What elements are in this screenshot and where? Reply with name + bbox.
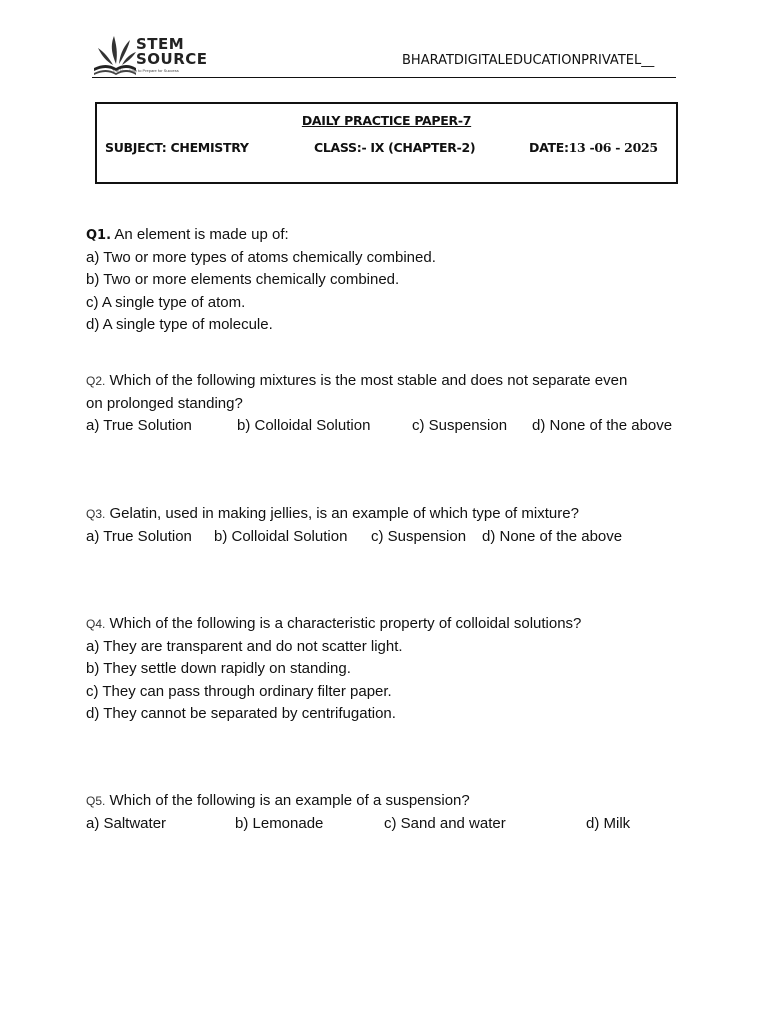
question-number: Q4.	[86, 617, 106, 631]
question-text: Gelatin, used in making jellies, is an example of which type of mixture?	[105, 505, 579, 522]
question-1	[86, 224, 436, 337]
question-text: Which of the following is an example of a suspension?	[105, 792, 470, 809]
options-row	[86, 415, 673, 438]
question-stem	[86, 370, 627, 393]
question-stem	[86, 224, 436, 247]
header-divider	[92, 77, 676, 78]
option: c) A single type of atom.	[86, 293, 246, 311]
question-number: Q1.	[86, 228, 112, 243]
option: c) They can pass through ordinary filter paper.	[86, 682, 392, 700]
option: c) Suspension	[412, 417, 508, 435]
options-row	[86, 526, 623, 549]
logo-text-source: SOURCE	[136, 50, 208, 68]
options-row	[86, 813, 631, 836]
option: a) They are transparent and do not scatter light.	[86, 637, 403, 655]
question-number: Q3.	[86, 507, 106, 521]
option: b) They settle down rapidly on standing.	[86, 660, 351, 678]
option: b) Colloidal Solution	[237, 417, 371, 435]
question-text: Which of the following is a characteristic property of colloidal solutions?	[105, 615, 582, 632]
option: d) They cannot be separated by centrifugation.	[86, 705, 396, 723]
subject-label: SUBJECT: CHEMISTRY	[105, 140, 249, 155]
option: d) None of the above	[482, 527, 623, 545]
option: d) Milk	[586, 814, 631, 832]
question-5	[86, 790, 631, 835]
date-prefix: DATE:	[529, 140, 569, 155]
question-stem	[86, 613, 581, 636]
question-text: An element is made up of:	[111, 226, 289, 243]
stem-source-logo	[92, 34, 216, 78]
date-label	[529, 140, 658, 155]
option: b) Two or more elements chemically combined.	[86, 271, 400, 289]
option: a) Two or more types of atoms chemically combined.	[86, 248, 436, 266]
logo-tagline: The New Way to Prepare for Success	[112, 68, 179, 73]
class-label: CLASS:- IX (CHAPTER-2)	[314, 140, 476, 155]
question-3	[86, 503, 623, 548]
paper-info-box	[95, 102, 678, 184]
logo-text-stem: STEM	[136, 35, 185, 53]
question-number: Q2.	[86, 374, 106, 388]
question-2	[86, 370, 673, 438]
company-name: BHARATDIGITALEDUCATIONPRIVATEL__	[402, 53, 655, 68]
question-text-continued: on prolonged standing?	[86, 394, 243, 412]
option: a) True Solution	[86, 417, 192, 435]
paper-title: DAILY PRACTICE PAPER-7	[301, 113, 472, 128]
option: b) Colloidal Solution	[214, 527, 348, 545]
question-stem	[86, 790, 470, 813]
question-text: Which of the following mixtures is the most stable and does not separate even	[105, 372, 628, 389]
option: d) A single type of molecule.	[86, 316, 273, 334]
option: d) None of the above	[532, 417, 673, 435]
date-value: 13 -06 - 2025	[568, 140, 658, 155]
option: a) Saltwater	[86, 814, 167, 832]
option: b) Lemonade	[235, 814, 324, 832]
question-number: Q5.	[86, 794, 106, 808]
option: c) Suspension	[371, 527, 467, 545]
option: a) True Solution	[86, 527, 192, 545]
question-stem	[86, 503, 579, 526]
option: c) Sand and water	[384, 814, 506, 832]
question-4	[86, 613, 581, 726]
